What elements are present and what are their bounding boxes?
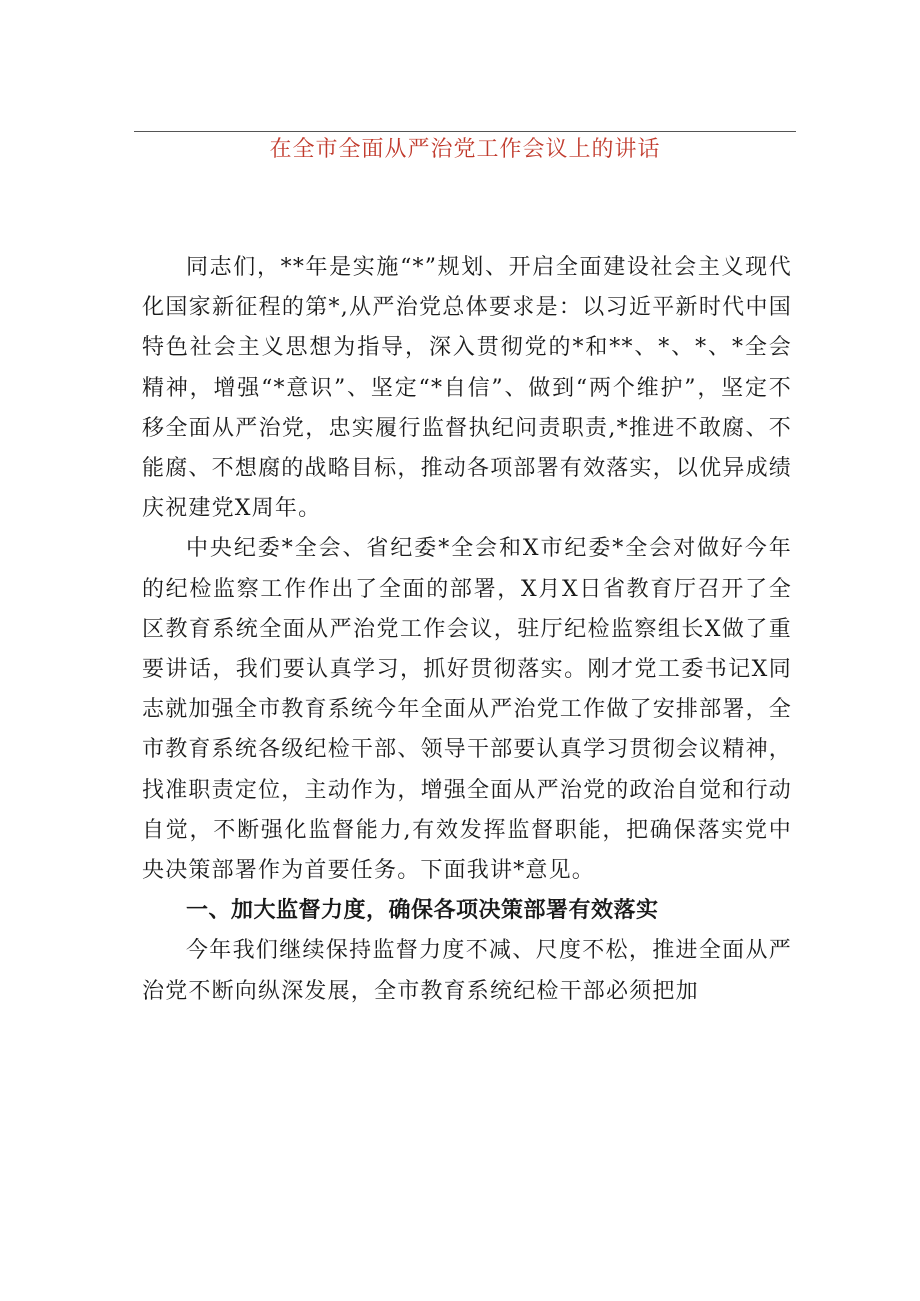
- document-body: [142, 248, 792, 1012]
- paragraph-opening: 同志们，**年是实施“*”规划、开启全面建设社会主义现代化国家新征程的第*,从严治党总体要求是：以习近平新时代中国特色社会主义思想为指导，深入贯彻党的*和**、*、*、*全会精神，增强“*意识”、坚定“*自信”、做到“两个维护”，坚定不移全面从严治党，忠实履行监督执纪问责职责,*推进不敢腐、不能腐、不想腐的战略目标，推动各项部署有效落实，以优异成绩庆祝建党X周年。: [142, 255, 792, 522]
- header-rule: [134, 131, 796, 132]
- section-heading: 一、加大监督力度，确保各项决策部署有效落实: [186, 898, 659, 924]
- paragraph-section-start: 今年我们继续保持监督力度不减、尺度不松，推进全面从严治党不断向纵深发展，全市教育系统纪检干部必须把加: [142, 938, 792, 1004]
- document-title: 在全市全面从严治党工作会议上的讲话: [269, 137, 661, 162]
- paragraph-deployment: 中央纪委*全会、省纪委*全会和X市纪委*全会对做好今年的纪检监察工作作出了全面的部署，X月X日省教育厅召开了全区教育系统全面从严治党工作会议，驻厅纪检监察组长X做了重要讲话，我们要认真学习，抓好贯彻落实。刚才党工委书记X同志就加强全市教育系统今年全面从严治党工作做了安排部署，全市教育系统各级纪检干部、领导干部要认真学习贯彻会议精神，找准职责定位，主动作为，增强全面从严治党的政治自觉和行动自觉，不断强化监督能力,有效发挥监督职能，把确保落实党中央决策部署作为首要任务。下面我讲*意见。: [142, 536, 792, 884]
